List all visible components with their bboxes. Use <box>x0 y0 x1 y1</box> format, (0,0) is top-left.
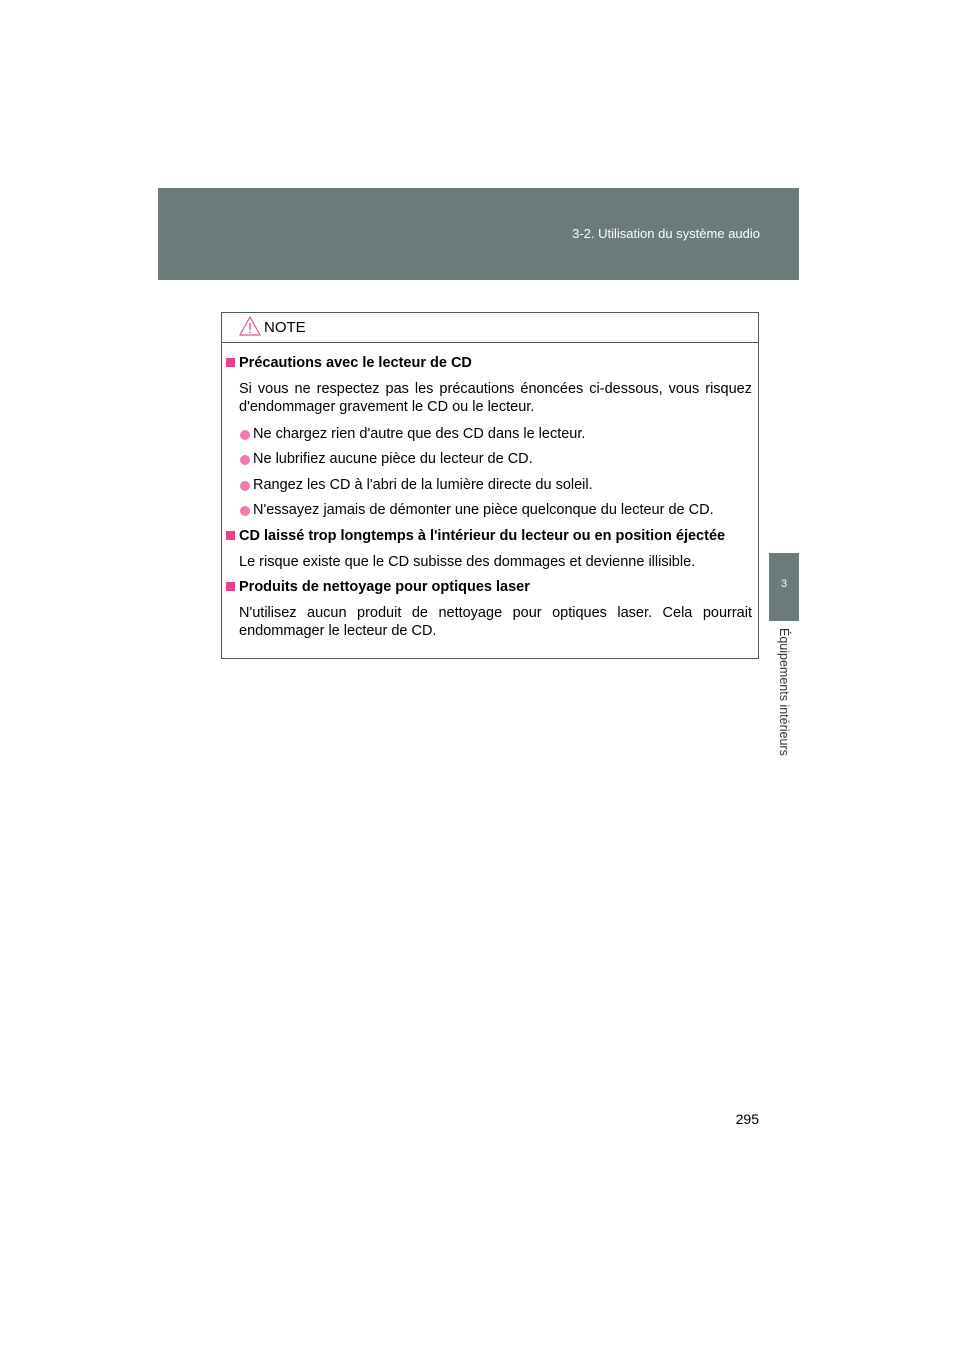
note-title: NOTE <box>264 319 306 336</box>
heading-text: Précautions avec le lecteur de CD <box>239 355 472 371</box>
bullet-dot-icon <box>240 430 250 440</box>
bullet-text: Ne lubrifiez aucune pièce du lecteur de CD. <box>253 451 533 467</box>
section-header-band <box>158 188 799 280</box>
heading-text: CD laissé trop longtemps à l'intérieur du lecteur ou en position éjectée <box>239 528 726 544</box>
note-heading <box>222 527 758 545</box>
page-number: 295 <box>735 1111 759 1127</box>
heading-square-icon <box>226 531 235 540</box>
chapter-tab <box>769 553 799 621</box>
note-bullet <box>222 450 758 468</box>
note-heading <box>222 578 758 596</box>
section-title: 3-2. Utilisation du système audio <box>572 226 760 241</box>
bullet-text: Ne chargez rien d'autre que des CD dans le lecteur. <box>253 426 586 442</box>
note-bullet <box>222 425 758 443</box>
chapter-label-container <box>771 628 797 786</box>
note-header <box>222 313 758 343</box>
warning-triangle-icon <box>239 316 261 336</box>
heading-square-icon <box>226 582 235 591</box>
note-bullet <box>222 476 758 494</box>
heading-square-icon <box>226 358 235 367</box>
bullet-text: N'essayez jamais de démonter une pièce quelconque du lecteur de CD. <box>253 502 714 518</box>
bullet-dot-icon <box>240 481 250 491</box>
note-heading <box>222 354 758 372</box>
note-paragraph: N'utilisez aucun produit de nettoyage pour optiques laser. Cela pourrait endommager le lecteur de CD. <box>239 605 752 639</box>
note-paragraph: Le risque existe que le CD subisse des dommages et devienne illisible. <box>239 554 696 570</box>
note-box <box>221 312 759 659</box>
chapter-label: Équipements intérieurs <box>777 628 791 756</box>
note-paragraph: Si vous ne respectez pas les précautions énoncées ci-dessous, vous risquez d'endommager gravement le CD ou le lecteur. <box>239 381 752 415</box>
heading-text: Produits de nettoyage pour optiques laser <box>239 579 530 595</box>
bullet-text: Rangez les CD à l'abri de la lumière directe du soleil. <box>253 477 593 493</box>
bullet-dot-icon <box>240 455 250 465</box>
chapter-number: 3 <box>780 578 788 590</box>
note-bullet <box>222 501 758 519</box>
bullet-dot-icon <box>240 506 250 516</box>
